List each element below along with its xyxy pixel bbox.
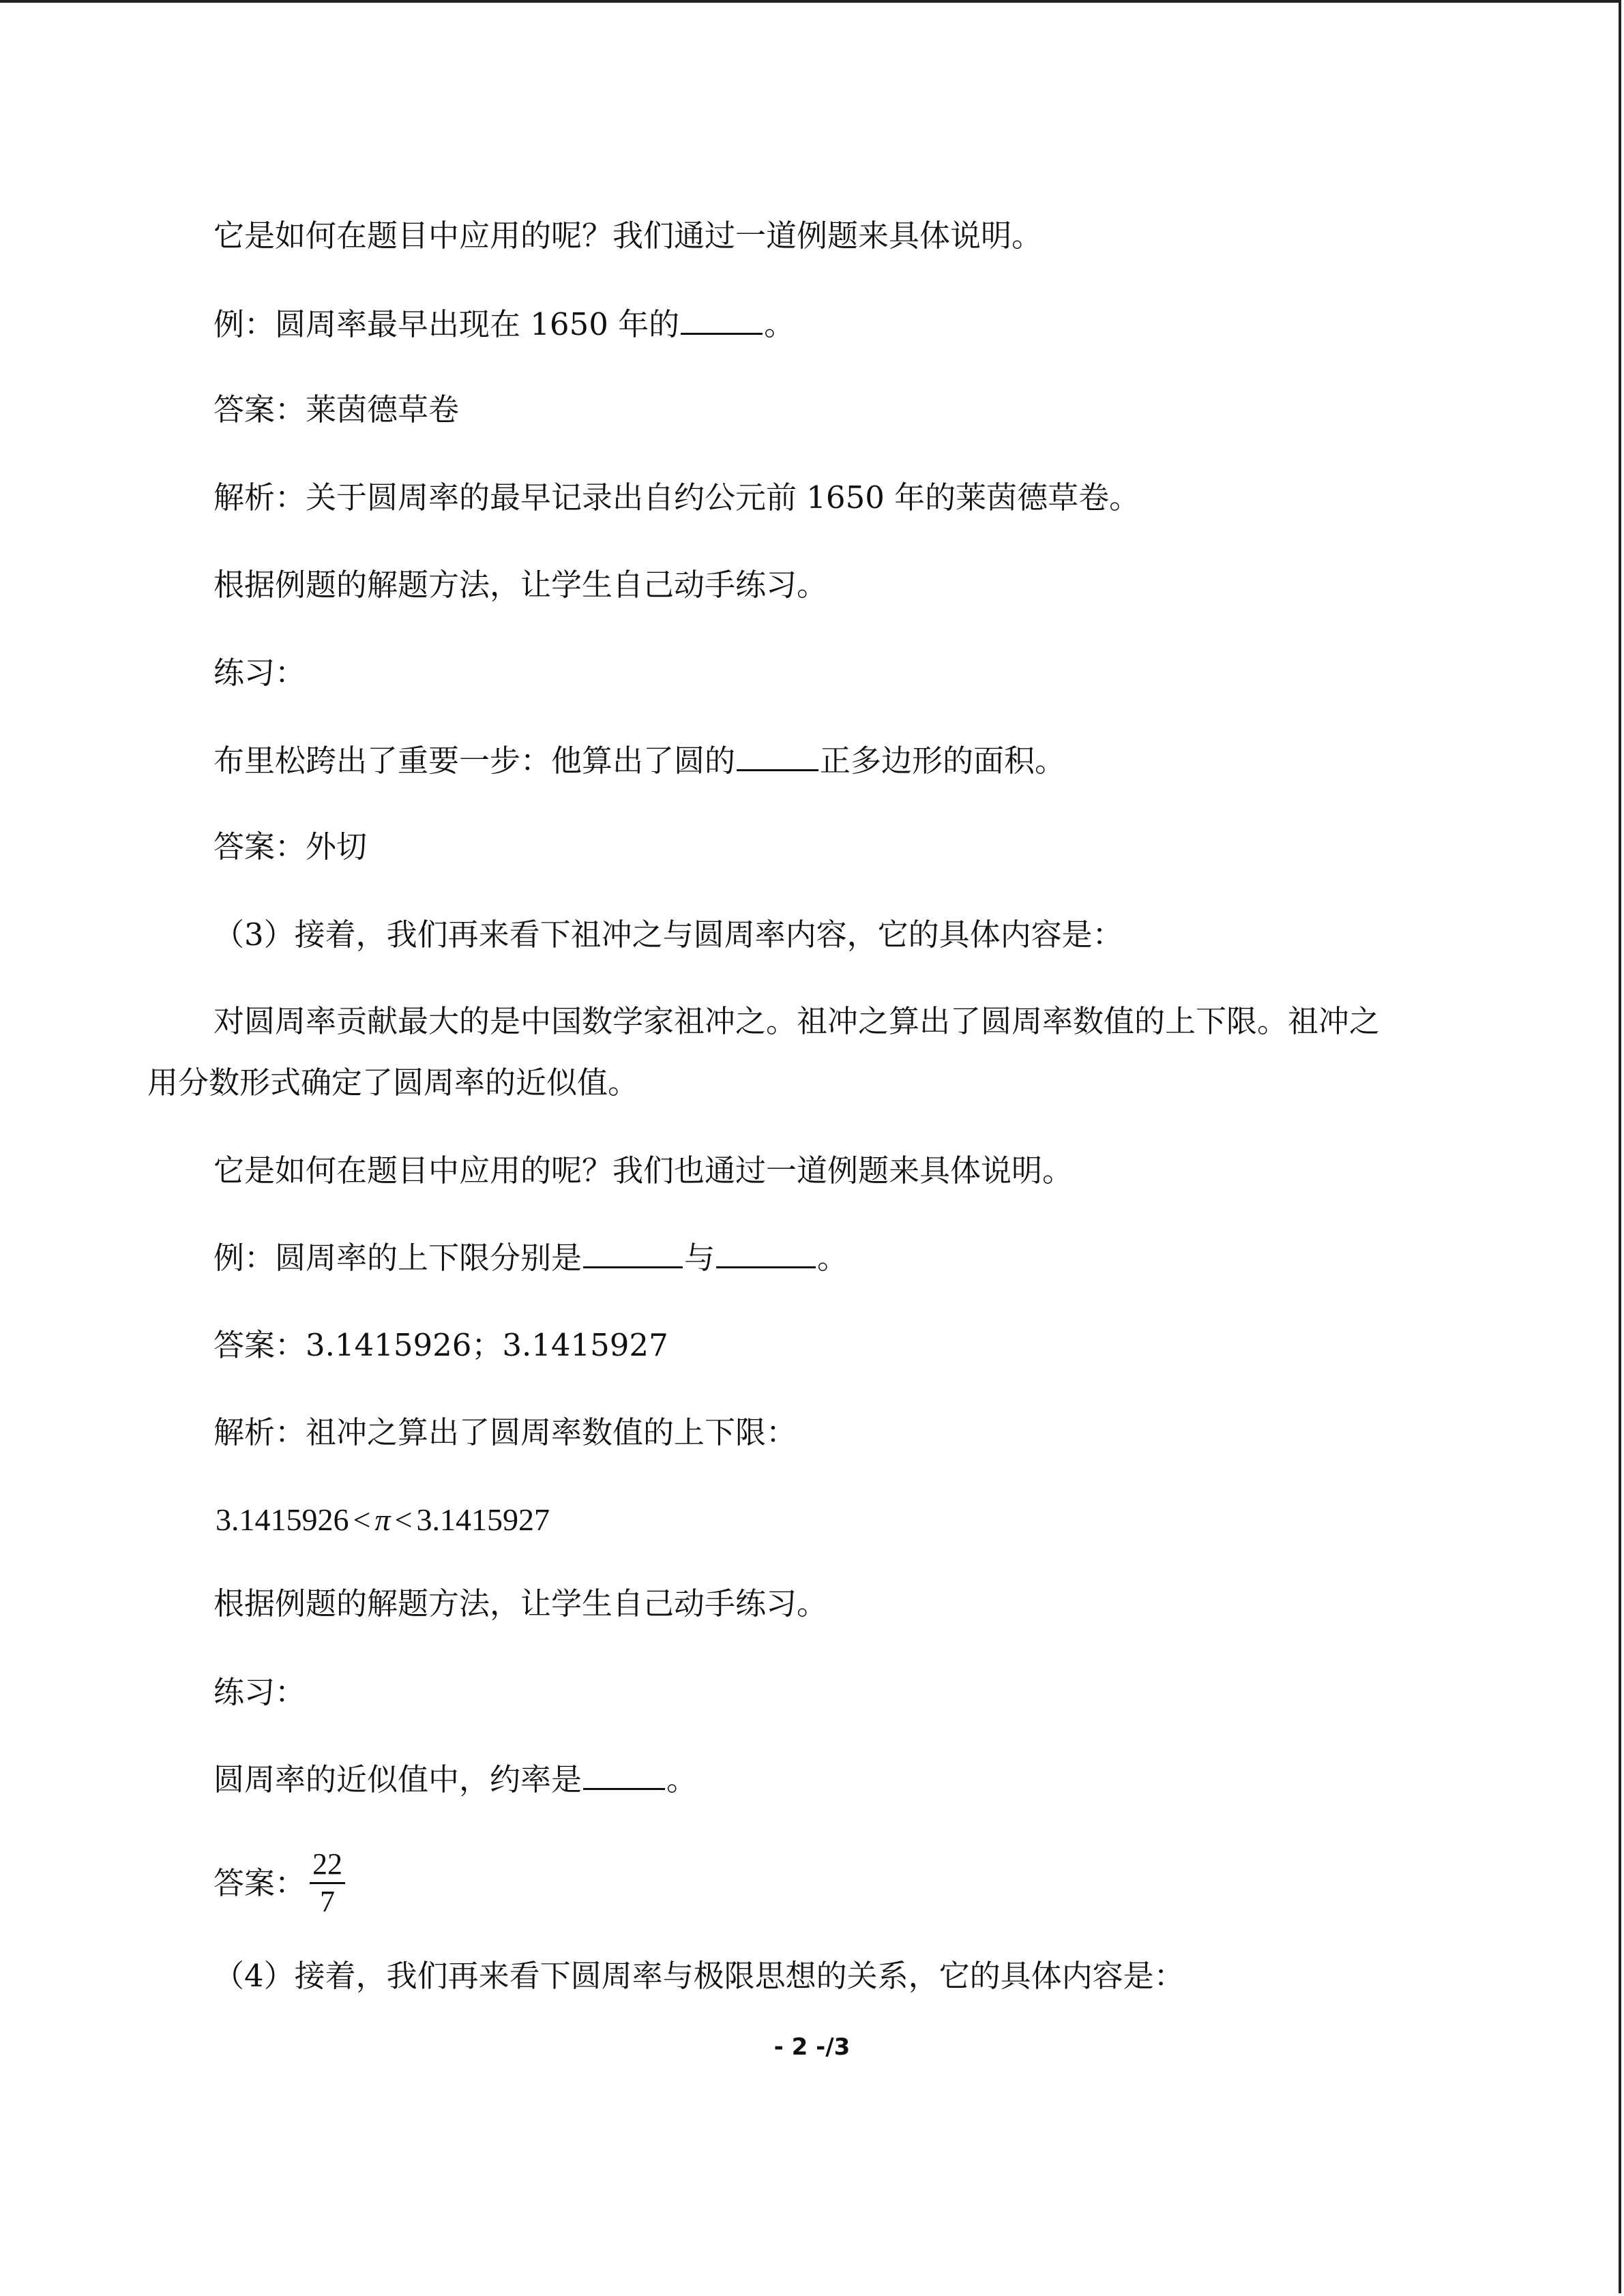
answer-blank	[681, 304, 763, 335]
practice-question-2-text: 圆周率的近似值中，约率是	[213, 1761, 582, 1798]
practice-question-2-end: 。	[666, 1761, 698, 1798]
answer-blank	[583, 1238, 683, 1268]
lower-bound: 3.1415926	[216, 1502, 349, 1537]
example-2-end: 。	[817, 1240, 848, 1276]
answer-2: 答案：3.1415926；3.1415927	[213, 1327, 668, 1363]
practice-question-2	[213, 1759, 697, 1800]
section-3-body-line-2: 用分数形式确定了圆周率的近似值。	[147, 1064, 639, 1101]
analysis-1: 解析：关于圆周率的最早记录出自约公元前 1650 年的莱茵德草卷。	[213, 479, 1140, 516]
practice-answer-2	[213, 1849, 345, 1922]
less-than-sign: <	[353, 1502, 371, 1537]
page-number: - 2 -/3	[773, 2033, 851, 2061]
answer-blank	[737, 741, 818, 771]
answer-1: 答案：莱茵德草卷	[213, 391, 460, 428]
example-2-text: 例：圆周率的上下限分别是	[213, 1240, 582, 1276]
analysis-2: 解析：祖冲之算出了圆周率数值的上下限：	[213, 1414, 797, 1450]
example-2-middle: 与	[684, 1240, 715, 1276]
practice-instruction-2: 根据例题的解题方法，让学生自己动手练习。	[213, 1585, 828, 1622]
paragraph-intro-2: 它是如何在题目中应用的呢？我们也通过一道例题来具体说明。	[213, 1152, 1074, 1189]
pi-inequality	[216, 1500, 550, 1540]
practice-question-1	[213, 741, 1065, 781]
answer-blank	[583, 1759, 665, 1790]
fraction	[310, 1847, 345, 1920]
example-1-text: 例：圆周率最早出现在 1650 年的	[213, 306, 680, 342]
practice-question-1-text: 布里松跨出了重要一步：他算出了圆的	[213, 743, 736, 779]
practice-question-1-end: 正多边形的面积。	[820, 743, 1066, 779]
example-1-end: 。	[764, 306, 795, 342]
section-3-body-line-1: 对圆周率贡献最大的是中国数学家祖冲之。祖冲之算出了圆周率数值的上下限。祖冲之	[213, 1003, 1381, 1039]
practice-instruction-1: 根据例题的解题方法，让学生自己动手练习。	[213, 567, 828, 603]
fraction-numerator: 22	[310, 1847, 345, 1884]
paragraph-intro-1: 它是如何在题目中应用的呢？我们通过一道例题来具体说明。	[213, 218, 1043, 254]
less-than-sign: <	[394, 1502, 413, 1537]
section-4-heading: （4）接着，我们再来看下圆周率与极限思想的关系，它的具体内容是：	[213, 1958, 1185, 1994]
example-2	[213, 1238, 848, 1279]
practice-answer-1: 答案：外切	[213, 829, 368, 865]
answer-blank	[716, 1238, 816, 1268]
answer-label: 答案：	[213, 1865, 306, 1901]
practice-label-1: 练习：	[213, 655, 306, 691]
pi-symbol: π	[374, 1502, 391, 1537]
practice-label-2: 练习：	[213, 1674, 306, 1710]
fraction-denominator: 7	[320, 1885, 336, 1918]
example-1	[213, 304, 795, 345]
section-3-heading: （3）接着，我们再来看下祖冲之与圆周率内容，它的具体内容是：	[213, 916, 1123, 953]
upper-bound: 3.1415927	[416, 1502, 550, 1537]
